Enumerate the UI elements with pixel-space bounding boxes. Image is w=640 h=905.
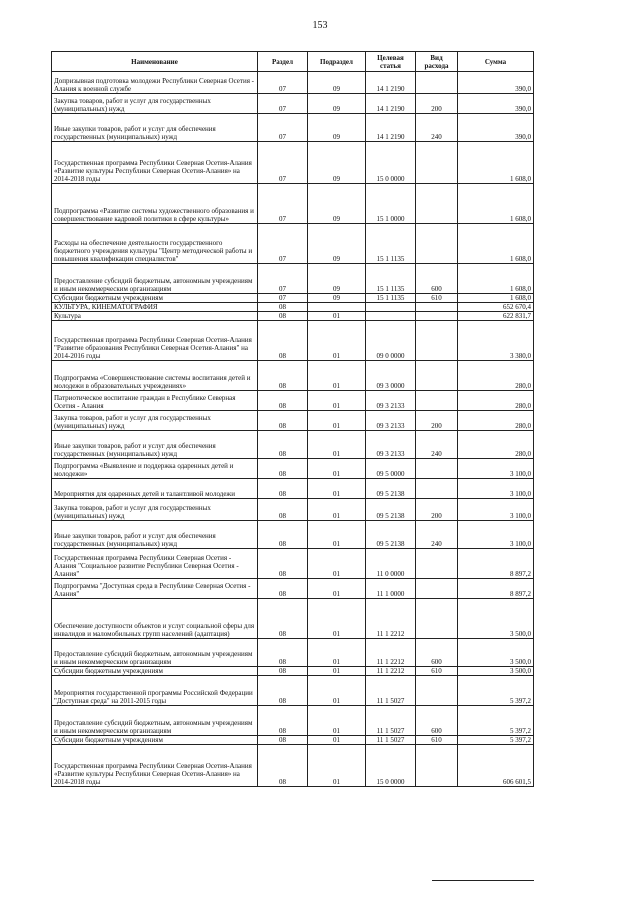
cell-subsection: 09 xyxy=(308,264,366,294)
cell-subsection: 09 xyxy=(308,114,366,142)
cell-section: 08 xyxy=(258,303,308,312)
cell-name: Подпрограмма «Совершенствование системы воспитания детей и молодежи в образовательных учреждениях» xyxy=(52,361,258,391)
table-row xyxy=(52,411,534,431)
cell-name: Государственная программа Республики Северная Осетия-Алания «Развитие культуры Республики Северная Осетия-Алания» на 2014-2018 годы xyxy=(52,745,258,787)
cell-target: 15 1 1135 xyxy=(366,224,416,264)
cell-subsection: 01 xyxy=(308,736,366,745)
cell-target: 11 1 5027 xyxy=(366,706,416,736)
cell-name: Культура xyxy=(52,312,258,321)
cell-target: 09 5 2138 xyxy=(366,479,416,499)
cell-section: 08 xyxy=(258,312,308,321)
table-row xyxy=(52,94,534,114)
cell-name: Обеспечение доступности объектов и услуг социальной сферы для инвалидов и маломобильных групп населений (адаптация) xyxy=(52,599,258,639)
col-header-name: Наименование xyxy=(52,52,258,72)
cell-sum: 390,0 xyxy=(458,72,534,94)
cell-section: 08 xyxy=(258,521,308,549)
page-number: 153 xyxy=(312,20,328,31)
cell-sum: 3 500,0 xyxy=(458,667,534,676)
cell-sum: 3 100,0 xyxy=(458,521,534,549)
cell-name: Предоставление субсидий бюджетным, автономным учреждениям и иным некоммерческим организациям xyxy=(52,264,258,294)
table-row xyxy=(52,706,534,736)
cell-sum: 3 500,0 xyxy=(458,599,534,639)
table-row xyxy=(52,639,534,667)
cell-sum: 3 100,0 xyxy=(458,499,534,521)
cell-section: 07 xyxy=(258,114,308,142)
table-row xyxy=(52,142,534,184)
cell-subsection: 01 xyxy=(308,391,366,411)
cell-sum: 280,0 xyxy=(458,361,534,391)
cell-name: Государственная программа Республики Северная Осетия - Алания "Социальное развитие Республики Северная Осетия - Алания" xyxy=(52,549,258,579)
cell-subsection: 01 xyxy=(308,676,366,706)
cell-name: Иные закупки товаров, работ и услуг для обеспечения государственных (муниципальных) нужд xyxy=(52,114,258,142)
cell-name: Закупка товаров, работ и услуг для государственных (муниципальных) нужд xyxy=(52,94,258,114)
cell-exp-type xyxy=(416,72,458,94)
table-row xyxy=(52,294,534,303)
cell-name: КУЛЬТУРА, КИНЕМАТОГРАФИЯ xyxy=(52,303,258,312)
cell-exp-type: 200 xyxy=(416,499,458,521)
cell-exp-type: 240 xyxy=(416,521,458,549)
cell-subsection: 09 xyxy=(308,294,366,303)
table-header-row xyxy=(52,52,534,72)
cell-sum: 3 380,0 xyxy=(458,321,534,361)
cell-exp-type: 610 xyxy=(416,736,458,745)
cell-sum: 3 100,0 xyxy=(458,479,534,499)
cell-target: 14 1 2190 xyxy=(366,114,416,142)
cell-section: 08 xyxy=(258,549,308,579)
cell-subsection: 01 xyxy=(308,745,366,787)
cell-target: 09 3 2133 xyxy=(366,431,416,459)
cell-sum: 5 397,2 xyxy=(458,706,534,736)
cell-name: Предоставление субсидий бюджетным, автономным учреждениям и иным некоммерческим организациям xyxy=(52,706,258,736)
table-row xyxy=(52,303,534,312)
cell-subsection: 09 xyxy=(308,94,366,114)
cell-section: 08 xyxy=(258,391,308,411)
col-header-section: Раздел xyxy=(258,52,308,72)
cell-sum: 1 608,0 xyxy=(458,184,534,224)
cell-name: Государственная программа Республики Северная Осетия-Алания "Развитие образования Республики Северная Осетия-Алания" на 2014-2016 годы xyxy=(52,321,258,361)
cell-exp-type xyxy=(416,745,458,787)
cell-sum: 1 608,0 xyxy=(458,264,534,294)
table-row xyxy=(52,224,534,264)
table-row xyxy=(52,745,534,787)
cell-sum: 8 897,2 xyxy=(458,549,534,579)
col-header-sum: Сумма xyxy=(458,52,534,72)
col-header-subsection: Подраздел xyxy=(308,52,366,72)
cell-target: 09 0 0000 xyxy=(366,321,416,361)
cell-exp-type: 600 xyxy=(416,706,458,736)
cell-sum: 606 601,5 xyxy=(458,745,534,787)
table-row xyxy=(52,361,534,391)
cell-sum: 1 608,0 xyxy=(458,142,534,184)
cell-subsection xyxy=(308,303,366,312)
cell-subsection: 01 xyxy=(308,312,366,321)
table-row xyxy=(52,549,534,579)
table-row xyxy=(52,264,534,294)
cell-target: 15 1 1135 xyxy=(366,294,416,303)
cell-target: 11 1 5027 xyxy=(366,736,416,745)
cell-name: Мероприятия государственной программы Российской Федерации "Доступная среда" на 2011-2015 годы xyxy=(52,676,258,706)
cell-target: 09 5 0000 xyxy=(366,459,416,479)
cell-exp-type xyxy=(416,549,458,579)
cell-sum: 652 670,4 xyxy=(458,303,534,312)
cell-section: 08 xyxy=(258,599,308,639)
cell-name: Иные закупки товаров, работ и услуг для обеспечения государственных (муниципальных) нужд xyxy=(52,431,258,459)
cell-target: 11 1 2212 xyxy=(366,667,416,676)
cell-section: 07 xyxy=(258,72,308,94)
cell-section: 08 xyxy=(258,499,308,521)
cell-target: 09 5 2138 xyxy=(366,521,416,549)
cell-name: Иные закупки товаров, работ и услуг для обеспечения государственных (муниципальных) нужд xyxy=(52,521,258,549)
cell-subsection: 01 xyxy=(308,411,366,431)
cell-exp-type xyxy=(416,224,458,264)
cell-target: 15 0 0000 xyxy=(366,745,416,787)
cell-exp-type xyxy=(416,142,458,184)
cell-section: 07 xyxy=(258,142,308,184)
cell-subsection: 01 xyxy=(308,459,366,479)
table-row xyxy=(52,321,534,361)
cell-name: Допризывная подготовка молодежи Республики Северная Осетия - Алания к военной службе xyxy=(52,72,258,94)
cell-name: Государственная программа Республики Северная Осетия-Алания «Развитие культуры Республики Северная Осетия-Алания» на 2014-2018 годы xyxy=(52,142,258,184)
table-row xyxy=(52,579,534,599)
cell-name: Закупка товаров, работ и услуг для государственных (муниципальных) нужд xyxy=(52,411,258,431)
cell-name: Предоставление субсидий бюджетным, автономным учреждениям и иным некоммерческим организациям xyxy=(52,639,258,667)
cell-section: 08 xyxy=(258,736,308,745)
cell-section: 08 xyxy=(258,411,308,431)
cell-name: Подпрограмма "Доступная среда в Республике Северная Осетия - Алания" xyxy=(52,579,258,599)
table-row xyxy=(52,736,534,745)
col-header-target: Целевая статья xyxy=(366,52,416,72)
budget-table xyxy=(51,51,534,787)
cell-exp-type: 200 xyxy=(416,94,458,114)
cell-section: 08 xyxy=(258,667,308,676)
table-row xyxy=(52,499,534,521)
cell-section: 08 xyxy=(258,431,308,459)
cell-name: Подпрограмма «Развитие системы художественного образования и совершенствование кадровой политики в сфере культуры» xyxy=(52,184,258,224)
cell-name: Субсидии бюджетным учреждениям xyxy=(52,736,258,745)
cell-section: 08 xyxy=(258,745,308,787)
table-row xyxy=(52,72,534,94)
table-row xyxy=(52,312,534,321)
cell-subsection: 01 xyxy=(308,479,366,499)
table-row xyxy=(52,184,534,224)
cell-exp-type: 610 xyxy=(416,667,458,676)
cell-exp-type: 600 xyxy=(416,639,458,667)
cell-section: 08 xyxy=(258,479,308,499)
cell-exp-type: 240 xyxy=(416,431,458,459)
table-row xyxy=(52,459,534,479)
cell-sum: 390,0 xyxy=(458,114,534,142)
cell-sum: 390,0 xyxy=(458,94,534,114)
cell-target: 11 1 0000 xyxy=(366,579,416,599)
table-row xyxy=(52,114,534,142)
cell-target: 09 3 2133 xyxy=(366,411,416,431)
cell-target: 14 1 2190 xyxy=(366,72,416,94)
cell-subsection: 09 xyxy=(308,72,366,94)
cell-exp-type xyxy=(416,361,458,391)
cell-name: Патриотическое воспитание граждан в Республике Северная Осетия - Алания xyxy=(52,391,258,411)
cell-sum: 3 500,0 xyxy=(458,639,534,667)
footer-rule xyxy=(432,880,534,881)
cell-subsection: 01 xyxy=(308,599,366,639)
cell-exp-type: 200 xyxy=(416,411,458,431)
cell-sum: 1 608,0 xyxy=(458,224,534,264)
cell-target: 11 0 0000 xyxy=(366,549,416,579)
cell-section: 08 xyxy=(258,706,308,736)
cell-sum: 280,0 xyxy=(458,431,534,459)
table-row xyxy=(52,676,534,706)
cell-section: 08 xyxy=(258,579,308,599)
cell-sum: 3 100,0 xyxy=(458,459,534,479)
cell-exp-type xyxy=(416,184,458,224)
cell-section: 07 xyxy=(258,94,308,114)
cell-subsection: 01 xyxy=(308,667,366,676)
cell-subsection: 01 xyxy=(308,321,366,361)
cell-exp-type: 240 xyxy=(416,114,458,142)
cell-name: Субсидии бюджетным учреждениям xyxy=(52,667,258,676)
cell-sum: 280,0 xyxy=(458,391,534,411)
cell-sum: 8 897,2 xyxy=(458,579,534,599)
cell-name: Закупка товаров, работ и услуг для государственных (муниципальных) нужд xyxy=(52,499,258,521)
cell-subsection: 09 xyxy=(308,142,366,184)
cell-sum: 5 397,2 xyxy=(458,736,534,745)
table-row xyxy=(52,479,534,499)
cell-section: 07 xyxy=(258,184,308,224)
cell-section: 08 xyxy=(258,321,308,361)
cell-exp-type xyxy=(416,676,458,706)
table-body xyxy=(52,72,534,787)
table-row xyxy=(52,667,534,676)
cell-target: 11 1 2212 xyxy=(366,639,416,667)
cell-subsection: 01 xyxy=(308,639,366,667)
table-row xyxy=(52,431,534,459)
cell-subsection: 01 xyxy=(308,521,366,549)
cell-exp-type xyxy=(416,479,458,499)
cell-target: 09 3 0000 xyxy=(366,361,416,391)
cell-sum: 1 608,0 xyxy=(458,294,534,303)
cell-exp-type xyxy=(416,312,458,321)
cell-section: 08 xyxy=(258,361,308,391)
table-row xyxy=(52,521,534,549)
cell-section: 08 xyxy=(258,676,308,706)
cell-section: 07 xyxy=(258,224,308,264)
cell-target: 09 5 2138 xyxy=(366,499,416,521)
cell-sum: 622 831,7 xyxy=(458,312,534,321)
cell-subsection: 09 xyxy=(308,184,366,224)
cell-section: 07 xyxy=(258,294,308,303)
cell-exp-type: 610 xyxy=(416,294,458,303)
cell-subsection: 01 xyxy=(308,706,366,736)
table-row xyxy=(52,391,534,411)
cell-name: Подпрограмма «Выявление и поддержка одаренных детей и молодежи» xyxy=(52,459,258,479)
cell-sum: 5 397,2 xyxy=(458,676,534,706)
cell-exp-type xyxy=(416,391,458,411)
cell-target: 09 3 2133 xyxy=(366,391,416,411)
table-row xyxy=(52,599,534,639)
cell-target: 11 1 5027 xyxy=(366,676,416,706)
cell-exp-type xyxy=(416,321,458,361)
cell-name: Мероприятия для одаренных детей и талантливой молодежи xyxy=(52,479,258,499)
cell-subsection: 01 xyxy=(308,579,366,599)
cell-section: 08 xyxy=(258,459,308,479)
cell-subsection: 01 xyxy=(308,431,366,459)
cell-name: Расходы на обеспечение деятельности государственного бюджетного учреждения культуры "Центр методической работы и повышения квалификации специалистов" xyxy=(52,224,258,264)
cell-subsection: 01 xyxy=(308,361,366,391)
cell-sum: 280,0 xyxy=(458,411,534,431)
cell-subsection: 09 xyxy=(308,224,366,264)
cell-exp-type xyxy=(416,579,458,599)
cell-section: 07 xyxy=(258,264,308,294)
cell-target: 15 1 0000 xyxy=(366,184,416,224)
cell-subsection: 01 xyxy=(308,499,366,521)
cell-target: 15 0 0000 xyxy=(366,142,416,184)
cell-target: 11 1 2212 xyxy=(366,599,416,639)
cell-exp-type: 600 xyxy=(416,264,458,294)
cell-exp-type xyxy=(416,599,458,639)
cell-exp-type xyxy=(416,303,458,312)
cell-target xyxy=(366,312,416,321)
cell-target xyxy=(366,303,416,312)
cell-exp-type xyxy=(416,459,458,479)
cell-target: 14 1 2190 xyxy=(366,94,416,114)
cell-subsection: 01 xyxy=(308,549,366,579)
cell-name: Субсидии бюджетным учреждениям xyxy=(52,294,258,303)
col-header-exp-type: Вид расхода xyxy=(416,52,458,72)
cell-target: 15 1 1135 xyxy=(366,264,416,294)
cell-section: 08 xyxy=(258,639,308,667)
